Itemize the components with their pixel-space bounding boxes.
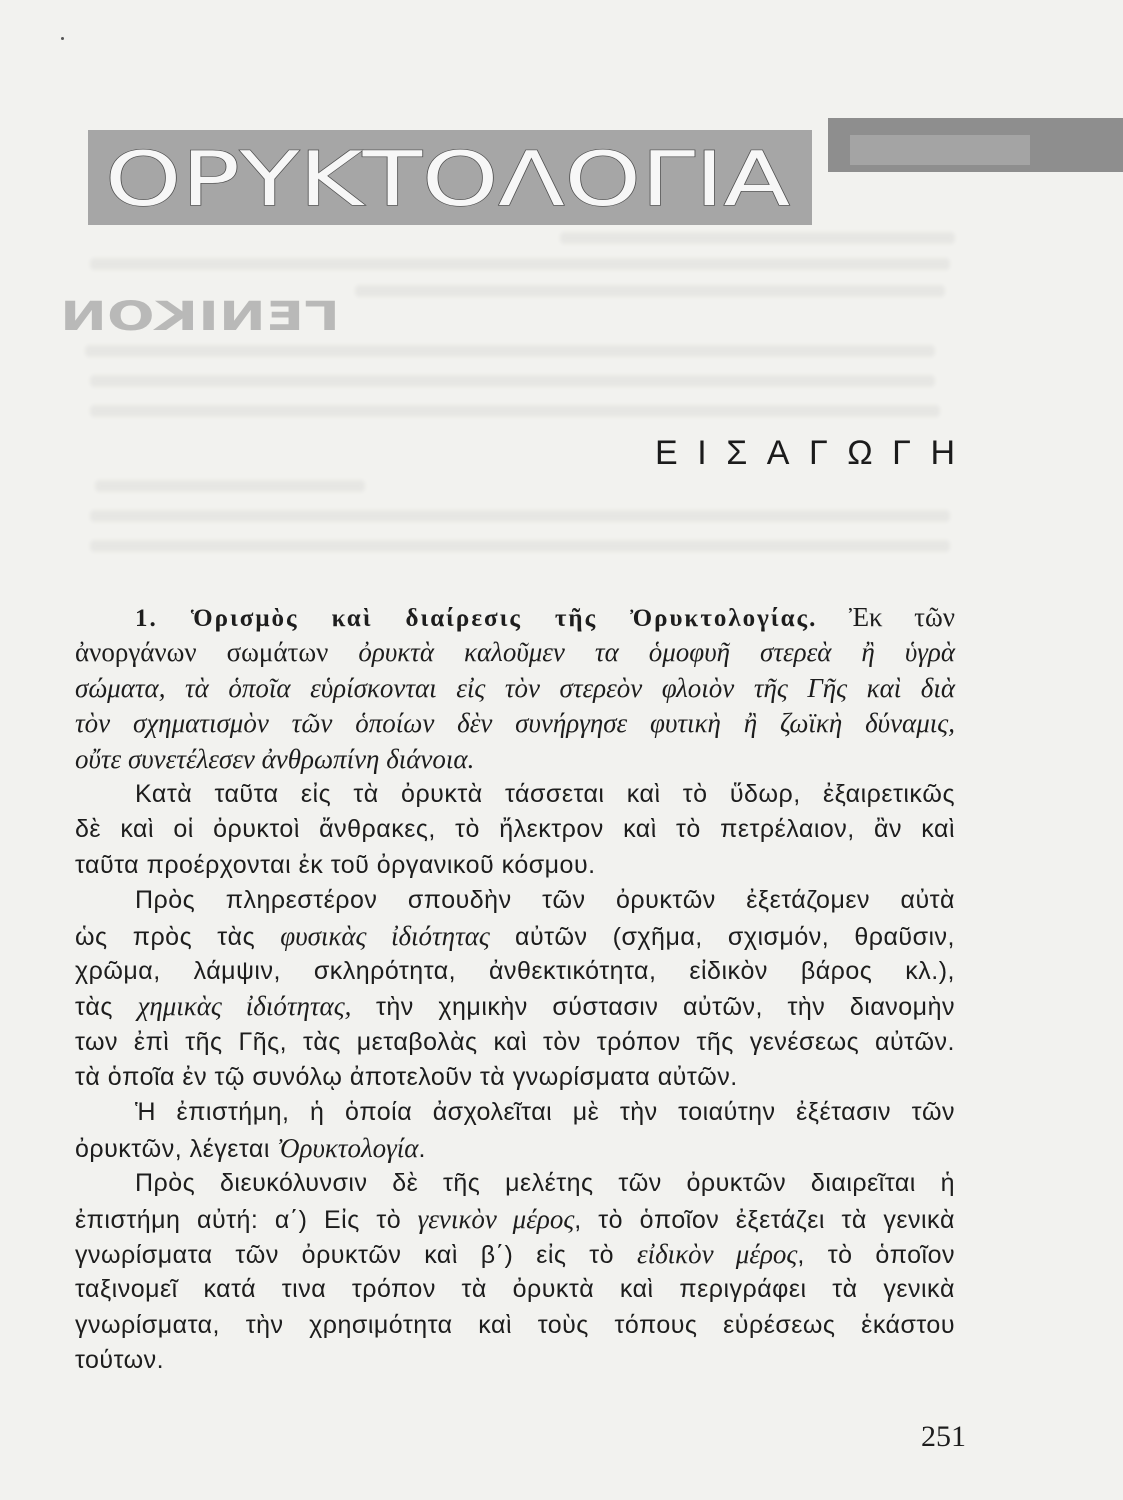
text-line-content bbox=[75, 812, 955, 850]
text-line bbox=[75, 848, 955, 883]
text-line-content bbox=[75, 742, 474, 781]
text-line bbox=[75, 1095, 955, 1130]
chapter-title-banner bbox=[88, 130, 812, 225]
text-run: των ἐπὶ τῆς Γῆς, τὰς μεταβολὰς καὶ τὸν τρόπον τῆς γενέσεως αὐτῶν. bbox=[75, 1027, 955, 1056]
text-line-content bbox=[75, 1237, 955, 1276]
emphasized-text: γενικὸν μέρος bbox=[417, 1203, 575, 1234]
text-run: τὰς bbox=[75, 993, 138, 1022]
text-line bbox=[75, 989, 955, 1024]
chapter-title: ΟΡΥΚΤΟΛΟΓΙΑ bbox=[105, 135, 790, 223]
text-line bbox=[75, 954, 955, 989]
text-run: ταξινομεῖ κατά τινα τρόπον τὰ ὀρυκτὰ καὶ περιγράφει τὰ γενικὰ bbox=[75, 1275, 955, 1304]
text-line bbox=[75, 777, 955, 812]
text-run: Ἡ ἐπιστήμη, ἡ ὁποία ἀσχολεῖται μὲ τὴν τοιαύτην ἐξέτασιν τῶν bbox=[135, 1098, 955, 1127]
text-line bbox=[75, 600, 955, 635]
paragraph-heading-text: 1. Ὁρισμὸς καὶ διαίρεσις τῆς Ὀρυκτολογίας. bbox=[135, 605, 818, 632]
text-run: Ἐκ τῶν bbox=[817, 602, 955, 632]
bleed-through-line bbox=[90, 540, 950, 552]
bleed-through-line bbox=[90, 405, 940, 417]
emphasized-text: τὸν σχηματισμὸν τῶν ὁποίων δὲν συνήργησε φυτικὴ ἢ ζωϊκὴ δύναμις, bbox=[75, 708, 955, 739]
text-run: γνωρίσματα, τὴν χρησιμότητα καὶ τοὺς τόπους εὑρέσεως ἑκάστου bbox=[75, 1310, 955, 1339]
text-run: , τὸ ὁποῖον ἐξετάζει τὰ γενικὰ bbox=[574, 1205, 955, 1234]
text-line-content bbox=[75, 919, 955, 958]
text-line-content bbox=[75, 1272, 955, 1310]
bleed-through-line bbox=[90, 510, 950, 522]
text-run: Πρὸς διευκόλυνσιν δὲ τῆς μελέτης τῶν ὀρυκτῶν διαιρεῖται ἡ bbox=[135, 1169, 955, 1198]
paragraph bbox=[75, 883, 955, 1095]
text-line-content bbox=[75, 1060, 738, 1098]
section-heading-text: ΕΙΣΑΓΩΓΗ bbox=[655, 434, 955, 472]
text-line bbox=[75, 635, 955, 670]
text-line-content bbox=[75, 671, 955, 710]
text-line-content bbox=[135, 777, 955, 815]
text-line-content bbox=[135, 1166, 955, 1204]
show-through-heading-text: ΓΕΝΙΚΟΝ bbox=[60, 294, 340, 340]
scan-speck bbox=[61, 37, 64, 40]
text-line bbox=[75, 812, 955, 847]
text-line bbox=[75, 1272, 955, 1307]
text-run: ὡς πρὸς τὰς bbox=[75, 922, 281, 951]
text-line bbox=[75, 1131, 955, 1166]
text-run: ὀρυκτῶν, λέγεται bbox=[75, 1134, 278, 1163]
text-line bbox=[75, 1308, 955, 1343]
text-run: Πρὸς πληρεστέρον σπουδὴν τῶν ὀρυκτῶν ἐξετάζομεν αὐτὰ bbox=[135, 886, 955, 915]
emphasized-text: Ὀρυκτολογία bbox=[277, 1132, 419, 1163]
text-run: τούτων. bbox=[75, 1346, 165, 1375]
text-line bbox=[75, 1237, 955, 1272]
emphasized-text: φυσικὰς ἰδιότητας bbox=[280, 920, 490, 951]
text-line-content bbox=[75, 989, 955, 1028]
paragraph bbox=[75, 1166, 955, 1378]
text-line bbox=[75, 1025, 955, 1060]
text-line bbox=[75, 742, 955, 777]
emphasized-text: χημικὰς ἰδιότητας, bbox=[137, 991, 352, 1022]
text-run: δὲ καὶ οἱ ὀρυκτοὶ ἄνθρακες, τὸ ἤλεκτρον καὶ τὸ πετρέλαιον, ἂν καὶ bbox=[75, 815, 955, 844]
show-through-heading bbox=[50, 290, 350, 340]
bleed-through-line bbox=[95, 480, 365, 492]
text-line-content bbox=[75, 1025, 955, 1063]
text-run: τὴν χημικὴν σύστασιν αὐτῶν, τὴν διανομὴν bbox=[351, 993, 955, 1022]
text-line-content bbox=[75, 1343, 164, 1381]
text-line-content bbox=[75, 1202, 955, 1241]
text-line-content bbox=[75, 635, 955, 674]
text-run: χρῶμα, λάμψιν, σκληρότητα, ἀνθεκτικότητα, εἰδικὸν βάρος κλ.), bbox=[75, 956, 955, 985]
emphasized-text: εἰδικὸν μέρος bbox=[636, 1239, 798, 1270]
emphasized-text: ὀρυκτὰ καλοῦμεν τα ὁμοφυῆ στερεὰ ἢ ὑγρὰ bbox=[358, 637, 955, 668]
text-line bbox=[75, 706, 955, 741]
section-heading bbox=[640, 428, 970, 473]
text-run: Κατὰ ταῦτα εἰς τὰ ὀρυκτὰ τάσσεται καὶ τὸ ὕδωρ, ἐξαιρετικῶς bbox=[135, 779, 955, 808]
paragraph bbox=[75, 600, 955, 777]
text-line bbox=[75, 671, 955, 706]
text-line-content bbox=[75, 954, 955, 992]
text-line-content bbox=[75, 1131, 426, 1170]
emphasized-text: σώματα, τὰ ὁποῖα εὑρίσκονται εἰς τὸν στερεὸν φλοιὸν τῆς Γῆς καὶ διὰ bbox=[75, 672, 955, 703]
emphasized-text: οὔτε συνετέλεσεν ἀνθρωπίνη διάνοια. bbox=[75, 743, 475, 774]
text-run: ταῦτα προέρχονται ἐκ τοῦ ὀργανικοῦ κόσμου. bbox=[75, 850, 596, 879]
text-run: ἐπιστήμη αὐτή: α΄) Εἰς τὸ bbox=[75, 1205, 418, 1234]
text-run: ἀνοργάνων σωμάτων bbox=[75, 637, 359, 668]
text-line bbox=[75, 1060, 955, 1095]
text-line-content bbox=[75, 1308, 955, 1346]
bleed-through-line bbox=[355, 285, 945, 297]
bleed-through-line bbox=[560, 232, 955, 244]
bleed-through-line bbox=[85, 345, 935, 357]
bleed-through-line bbox=[90, 258, 950, 270]
text-run: . bbox=[418, 1134, 426, 1163]
text-line-content bbox=[75, 848, 596, 886]
text-line bbox=[75, 919, 955, 954]
bleed-through-line bbox=[90, 375, 935, 387]
paragraph bbox=[75, 777, 955, 883]
text-run: , τὸ ὁποῖον bbox=[797, 1241, 956, 1270]
body-text bbox=[75, 600, 955, 1379]
text-run: τὰ ὁποῖα ἐν τῷ συνόλῳ ἀποτελοῦν τὰ γνωρίσματα αὐτῶν. bbox=[75, 1063, 738, 1092]
text-run: αὐτῶν (σχῆμα, σχισμόν, θραῦσιν, bbox=[489, 922, 955, 951]
show-through-band bbox=[828, 118, 1123, 172]
text-line-content bbox=[135, 883, 955, 921]
paragraph bbox=[75, 1095, 955, 1166]
text-line bbox=[75, 1202, 955, 1237]
text-line bbox=[75, 1343, 955, 1378]
text-line bbox=[75, 1166, 955, 1201]
text-line bbox=[75, 883, 955, 918]
text-line-content bbox=[135, 1095, 955, 1133]
show-through-band-highlight bbox=[850, 135, 1030, 165]
text-run: γνωρίσματα τῶν ὀρυκτῶν καὶ β΄) εἰς τὸ bbox=[75, 1241, 637, 1270]
page-number: 251 bbox=[921, 1420, 966, 1453]
text-line-content bbox=[75, 706, 955, 745]
text-line-content bbox=[135, 600, 955, 639]
